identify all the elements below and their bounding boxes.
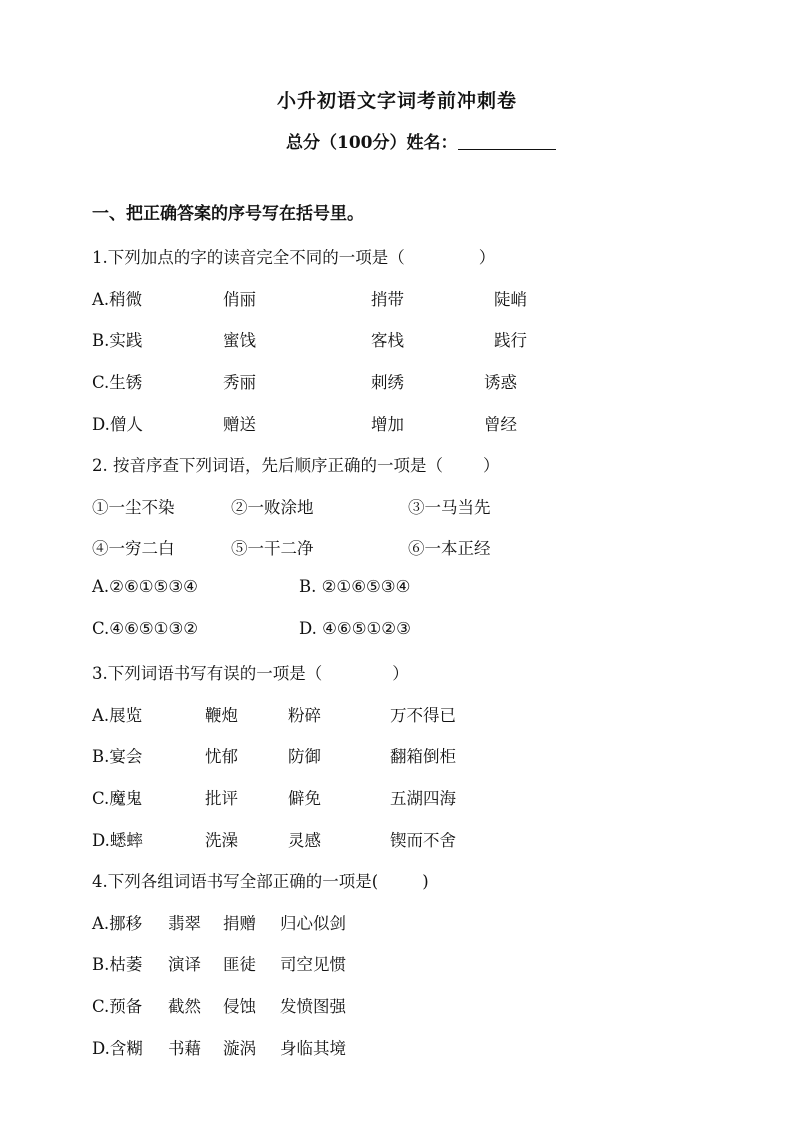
q1-word: 诱惑 — [484, 373, 517, 392]
q4-word: 漩涡 — [223, 1039, 256, 1058]
q1-option-d: D.僧人 — [92, 415, 143, 434]
q2-item: ①一尘不染 — [92, 498, 175, 517]
q1-word: 秀丽 — [223, 373, 256, 392]
q1-word: 客栈 — [371, 331, 404, 350]
q4-word: 司空见惯 — [280, 955, 346, 974]
q4-word: 侵蚀 — [223, 997, 256, 1016]
q3-word: 僻免 — [288, 789, 321, 808]
q1-word: 陡峭 — [494, 290, 527, 309]
page-title: 小升初语文字词考前冲刺卷 — [276, 90, 517, 112]
name-blank-field[interactable] — [458, 131, 556, 150]
q4-word: 发愤图强 — [280, 997, 346, 1016]
q3-word: 粉碎 — [288, 706, 321, 725]
q3-stem — [92, 660, 409, 684]
q3-word: 批评 — [205, 789, 238, 808]
q3-option-c: C.魔鬼 — [92, 789, 143, 808]
q1-word: 赠送 — [223, 415, 256, 434]
q2-stem-text: 2. 按音序查下列词语，先后顺序正确的一项是（ — [92, 456, 443, 475]
q1-stem-close: ） — [478, 248, 496, 267]
q3-word: 忧郁 — [205, 747, 238, 766]
q4-stem-close: ) — [422, 872, 429, 891]
q1-option-c: C.生锈 — [92, 373, 143, 392]
q2-option-b: B. ②①⑥⑤③④ — [299, 577, 411, 596]
q3-word: 鞭炮 — [205, 706, 238, 725]
q2-item: ③一马当先 — [408, 498, 491, 517]
q2-option-d: D. ④⑥⑤①②③ — [299, 619, 411, 638]
q1-option-b: B.实践 — [92, 331, 143, 350]
q4-word: 身临其境 — [280, 1039, 346, 1058]
q1-word: 刺绣 — [371, 373, 404, 392]
q4-word: 书藉 — [168, 1039, 201, 1058]
score-name-label: 总分（100分）姓名： — [286, 133, 458, 153]
q3-word: 翻箱倒柜 — [390, 747, 456, 766]
q2-option-c: C.④⑥⑤①③② — [92, 619, 199, 638]
q2-item: ②一败涂地 — [231, 498, 314, 517]
q1-stem — [92, 244, 495, 268]
q4-word: 翡翠 — [168, 914, 201, 933]
q3-word: 锲而不舍 — [390, 831, 456, 850]
q3-word: 洗澡 — [205, 831, 238, 850]
q4-word: 归心似剑 — [280, 914, 346, 933]
q3-word: 防御 — [288, 747, 321, 766]
q1-stem-text: 1.下列加点的字的读音完全不同的一项是（ — [92, 248, 405, 267]
q4-word: 捐赠 — [223, 914, 256, 933]
q2-stem-close: ） — [483, 456, 500, 475]
q4-word: 截然 — [168, 997, 201, 1016]
score-name-line — [286, 128, 556, 153]
q3-stem-close: ） — [392, 664, 409, 683]
q1-word: 捎带 — [371, 290, 404, 309]
q4-option-d: D.含糊 — [92, 1039, 143, 1058]
q4-stem — [92, 868, 429, 892]
q3-word: 灵感 — [288, 831, 321, 850]
q2-option-a: A.②⑥①⑤③④ — [92, 577, 198, 596]
q1-option-a: A.稍微 — [92, 290, 143, 309]
q3-word: 五湖四海 — [390, 789, 456, 808]
q1-word: 践行 — [494, 331, 527, 350]
q3-option-d: D.蟋蟀 — [92, 831, 143, 850]
q4-option-a: A.挪移 — [92, 914, 143, 933]
q1-word: 增加 — [371, 415, 404, 434]
q2-item: ④一穷二白 — [92, 539, 175, 558]
q3-option-b: B.宴会 — [92, 747, 143, 766]
q2-item: ⑤一干二净 — [231, 539, 314, 558]
q4-option-c: C.预备 — [92, 997, 143, 1016]
q1-word: 曾经 — [484, 415, 517, 434]
q4-word: 演译 — [168, 955, 201, 974]
q1-word: 俏丽 — [223, 290, 256, 309]
q3-stem-text: 3.下列词语书写有误的一项是（ — [92, 664, 323, 683]
q1-word: 蜜饯 — [223, 331, 256, 350]
q4-word: 匪徒 — [223, 955, 256, 974]
section-heading: 一、把正确答案的序号写在括号里。 — [92, 204, 364, 224]
q3-option-a: A.展览 — [92, 706, 143, 725]
q2-stem — [92, 452, 500, 476]
q3-word: 万不得已 — [390, 706, 456, 725]
q4-stem-text: 4.下列各组词语书写全部正确的一项是( — [92, 872, 379, 891]
q4-option-b: B.枯萎 — [92, 955, 143, 974]
q2-item: ⑥一本正经 — [408, 539, 491, 558]
